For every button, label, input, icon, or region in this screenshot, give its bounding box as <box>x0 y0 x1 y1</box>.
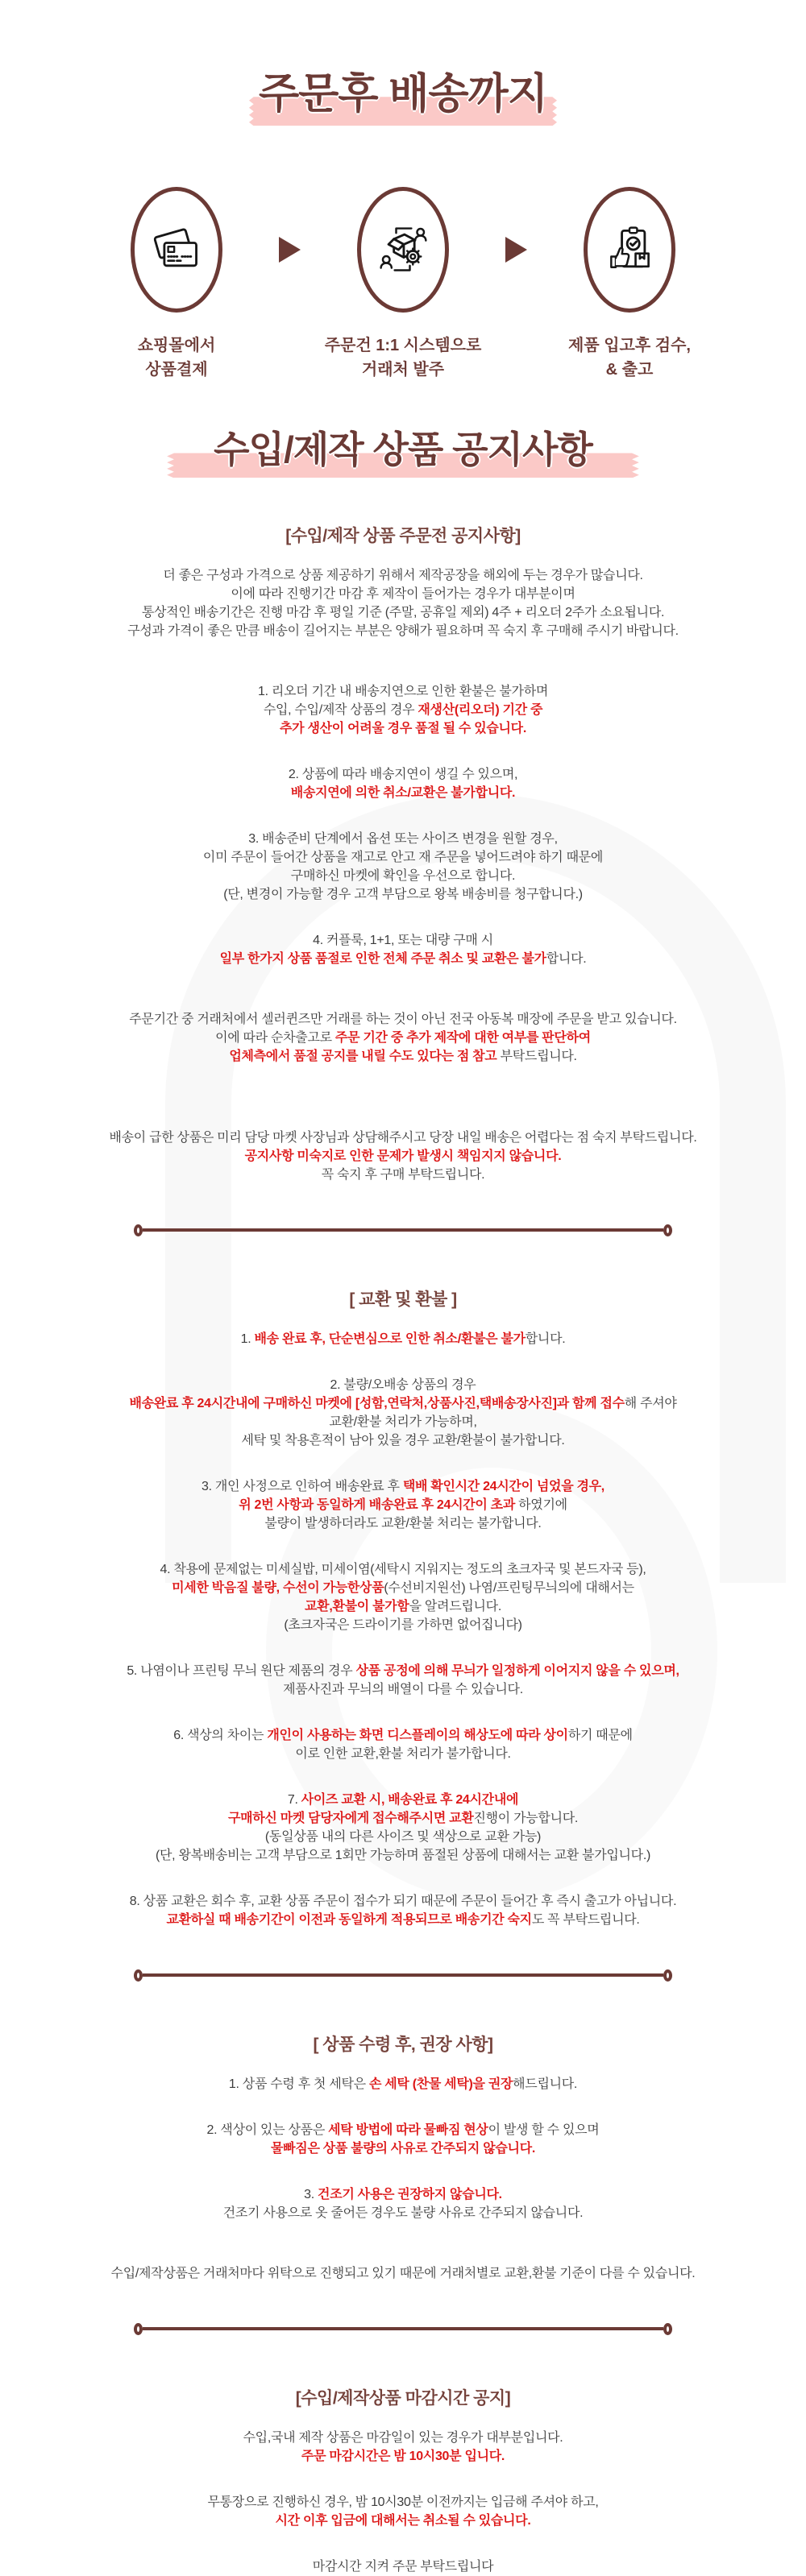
notice-line: 교환,환불이 불가함을 알려드립니다. <box>305 1599 501 1613</box>
notice-line: 세탁 및 착용흔적이 남아 있을 경우 교환/환불이 불가합니다. <box>241 1433 565 1447</box>
exchange-item-5 <box>24 1662 782 1699</box>
deadline-paragraph-3 <box>24 2557 782 2576</box>
step-caption-line2: & 출고 <box>605 360 654 379</box>
divider-ring-icon <box>134 1224 143 1236</box>
notice-line: 주문기간 중 거래처에서 셀러퀸즈만 거래를 하는 것이 아닌 전국 아동복 매장에 주문을 받고 있습니다. <box>129 1012 677 1026</box>
section-heading: [ 교환 및 환불 ] <box>349 1290 457 1309</box>
deadline-paragraph-2 <box>24 2493 782 2530</box>
notice-line: 물빠짐은 상품 불량의 사유로 간주되지 않습니다. <box>271 2141 535 2156</box>
notice-title-wrap <box>0 429 806 471</box>
notice-line: 불량이 발생하더라도 교환/환불 처리는 불가합니다. <box>264 1516 542 1530</box>
notice-line: 위 2번 사항과 동일하게 배송완료 후 24시간이 초과 하였기에 <box>239 1497 567 1512</box>
notice-line: 1. 상품 수령 후 첫 세탁은 손 세탁 (찬물 세탁)을 권장해드립니다. <box>228 2077 578 2091</box>
care-item-1 <box>24 2075 782 2094</box>
notice-line: 교환하실 때 배송기간이 이전과 동일하게 적용되므로 배송기간 숙지도 꼭 부탁드립니다. <box>166 1912 640 1927</box>
divider-line <box>143 1228 663 1232</box>
page-title-notice <box>214 429 592 471</box>
step-caption-line2: 상품결제 <box>145 360 208 379</box>
notice-line: 2. 불량/오배송 상품의 경우 <box>330 1377 476 1392</box>
notice-line: (동일상품 내의 다른 사이즈 및 색상으로 교환 가능) <box>264 1829 542 1844</box>
care-item-2 <box>24 2121 782 2158</box>
order-period-paragraph <box>24 1010 782 1066</box>
notice-line: (단, 왕복배송비는 고객 부담으로 1회만 가능하며 품절된 상품에 대해서는 교환 불가입니다.) <box>155 1848 651 1862</box>
notice-item-2 <box>24 765 782 802</box>
notice-line: 더 좋은 구성과 가격으로 상품 제공하기 위해서 제작공장을 해외에 두는 경우가 많습니다. <box>163 568 643 582</box>
arrow-right-icon <box>279 237 301 263</box>
page-title-shipping-process <box>259 71 547 119</box>
section-heading: [수입/제작상품 마감시간 공지] <box>295 2388 511 2408</box>
notice-line: 미세한 박음질 불량, 수선이 가능한상품(수선비지원선) 나염/프린팅무늬의에 대해서는 <box>172 1580 634 1595</box>
notice-line: (초크자국은 드라이기를 가하면 없어집니다) <box>284 1617 522 1632</box>
section-blocks <box>24 2429 782 2576</box>
notice-line: 배송이 급한 상품은 미리 담당 마켓 사장님과 상담해주시고 당장 내일 배송은 어렵다는 점 숙지 부탁드립니다. <box>109 1130 697 1145</box>
notice-line: 4. 착용에 문제없는 미세실밥, 미세이염(세탁시 지워지는 정도의 초크자국 및 본드자국 등), <box>160 1562 646 1576</box>
section-divider <box>134 1969 672 1982</box>
notice-line: 5. 나염이나 프린팅 무늬 원단 제품의 경우 상품 공정에 의해 무늬가 일정하게 이어지지 않을 수 있으며, <box>127 1663 679 1678</box>
divider-ring-icon <box>663 1969 672 1982</box>
page-title-text: 수입/제작 상품 공지사항 <box>214 428 592 470</box>
notice-line: 배송지연에 의한 취소/교환은 불가합니다. <box>290 785 516 800</box>
section-care-recommendation <box>24 2031 782 2283</box>
step-caption <box>76 333 277 382</box>
section-divider <box>134 2323 672 2335</box>
order-process-row <box>0 187 806 382</box>
notice-line: 3. 개인 사정으로 인하여 배송완료 후 택배 확인시간 24시간이 넘었을 경우, <box>202 1479 604 1493</box>
notice-line: 3. 배송준비 단계에서 옵션 또는 사이즈 변경을 원할 경우, <box>248 831 558 846</box>
divider-ring-icon <box>134 2323 143 2335</box>
notice-line: 8. 상품 교환은 회수 후, 교환 상품 주문이 접수가 되기 때문에 주문이 들어간 후 즉시 출고가 아닙니다. <box>129 1894 677 1908</box>
page-title-text: 주문후 배송까지 <box>258 71 548 118</box>
notice-line: 제품사진과 무늬의 배열이 다를 수 있습니다. <box>283 1682 523 1696</box>
notice-line: 업체측에서 품절 공지를 내릴 수도 있다는 점 참고 부탁드립니다. <box>229 1049 577 1063</box>
divider-ring-icon <box>134 1969 143 1982</box>
notice-line: 공지사항 미숙지로 인한 문제가 발생시 책임지지 않습니다. <box>244 1149 562 1163</box>
exchange-item-2 <box>24 1376 782 1450</box>
step-circle <box>131 187 222 313</box>
process-step-payment <box>76 187 277 382</box>
notice-line: 교환/환불 처리가 가능하며, <box>329 1414 477 1429</box>
notice-line: 구성과 가격이 좋은 만큼 배송이 길어지는 부분은 양해가 필요하며 꼭 숙지 후 구매해 주시기 바랍니다. <box>127 623 679 638</box>
divider-ring-icon <box>663 1224 672 1236</box>
care-item-3 <box>24 2185 782 2222</box>
notice-line: 꼭 숙지 후 구매 부탁드립니다. <box>321 1167 485 1182</box>
intro-paragraph <box>24 566 782 640</box>
section-blocks <box>24 1330 782 1929</box>
process-step-inspection <box>529 187 730 382</box>
exchange-item-1 <box>24 1330 782 1348</box>
exchange-item-4 <box>24 1560 782 1634</box>
notice-line: 2. 상품에 따라 배송지연이 생길 수 있으며, <box>288 767 518 781</box>
inspection-icon <box>602 222 657 277</box>
notice-item-3 <box>24 830 782 904</box>
step-caption-line1: 쇼핑몰에서 <box>137 336 216 354</box>
step-circle <box>357 187 449 313</box>
notice-line: 일부 한가지 상품 품절로 인한 전체 주문 취소 및 교환은 불가합니다. <box>219 951 587 966</box>
section-blocks <box>24 2075 782 2283</box>
notice-line: 1. 배송 완료 후, 단순변심으로 인한 취소/환불은 불가합니다. <box>240 1331 566 1346</box>
consignment-paragraph <box>24 2264 782 2283</box>
section-heading: [수입/제작 상품 주문전 공지사항] <box>285 526 521 545</box>
exchange-item-7 <box>24 1791 782 1865</box>
section-pre-order-notice <box>24 523 782 1184</box>
notice-item-4 <box>24 931 782 968</box>
section-heading: [ 상품 수령 후, 권장 사항] <box>313 2035 493 2054</box>
urgent-shipping-paragraph <box>24 1129 782 1184</box>
exchange-item-6 <box>24 1726 782 1763</box>
notice-line: 수입,국내 제작 상품은 마감일이 있는 경우가 대부분입니다. <box>243 2430 563 2445</box>
notice-line: 1. 리오더 기간 내 배송지연으로 인한 환불은 불가하며 <box>257 684 549 698</box>
notice-line: 구매하신 마켓에 확인을 우선으로 합니다. <box>290 868 516 883</box>
credit-card-icon <box>149 222 204 277</box>
divider-line <box>143 2327 663 2330</box>
divider-ring-icon <box>663 2323 672 2335</box>
exchange-item-3 <box>24 1477 782 1533</box>
header <box>0 0 806 119</box>
section-exchange-refund <box>24 1286 782 1929</box>
notice-line: 구매하신 마켓 담당자에게 접수해주시면 교환진행이 가능합니다. <box>227 1811 579 1825</box>
notice-line: 6. 색상의 차이는 개인이 사용하는 화면 디스플레이의 해상도에 따라 상이하기 때문에 <box>173 1728 633 1742</box>
notice-line: 2. 색상이 있는 상품은 세탁 방법에 따라 물빠짐 현상이 발생 할 수 있으며 <box>206 2123 600 2137</box>
notice-line: 배송완료 후 24시간내에 구매하신 마켓에 [성함,연락처,상품사진,택배송장사진]과 함께 접수해 주셔야 <box>129 1396 677 1410</box>
notice-line: 이미 주문이 들어간 상품을 재고로 안고 재 주문을 넣어드려야 하기 때문에 <box>202 850 604 864</box>
notice-line: 시간 이후 입금에 대해서는 취소될 수 있습니다. <box>275 2513 531 2528</box>
section-divider <box>134 1224 672 1236</box>
notice-line: 4. 커플룩, 1+1, 또는 대량 구매 시 <box>313 933 493 947</box>
order-system-icon <box>376 222 430 277</box>
step-caption-line1: 주문건 1:1 시스템으로 <box>324 336 482 354</box>
notice-line: 무통장으로 진행하신 경우, 밤 10시30분 이전까지는 입금해 주셔야 하고, <box>207 2495 599 2509</box>
section-deadline-notice <box>24 2385 782 2576</box>
notice-body <box>24 523 782 2576</box>
step-circle <box>584 187 675 313</box>
notice-line: 통상적인 배송기간은 진행 마감 후 평일 기준 (주말, 공휴일 제외) 4주 + 리오더 2주가 소요됩니다. <box>141 605 665 619</box>
arrow-right-icon <box>505 237 527 263</box>
notice-item-1 <box>24 682 782 738</box>
notice-line: 건조기 사용으로 옷 줄어든 경우도 불량 사유로 간주되지 않습니다. <box>222 2205 584 2220</box>
notice-line: (단, 변경이 가능할 경우 고객 부담으로 왕복 배송비를 청구합니다.) <box>223 887 583 901</box>
divider-line <box>143 1973 663 1977</box>
notice-line: 이에 따라 순차출고로 주문 기간 중 추가 제작에 대한 여부를 판단하여 <box>215 1030 591 1045</box>
process-step-order-system <box>302 187 504 382</box>
notice-line: 추가 생산이 어려울 경우 품절 될 수 있습니다. <box>280 721 526 735</box>
notice-line: 이로 인한 교환,환불 처리가 불가합니다. <box>295 1746 511 1761</box>
exchange-item-8 <box>24 1892 782 1929</box>
notice-line: 수입/제작상품은 거래처마다 위탁으로 진행되고 있기 때문에 거래처별로 교환,환불 기준이 다를 수 있습니다. <box>110 2266 696 2280</box>
notice-line: 주문 마감시간은 밤 10시30분 입니다. <box>301 2449 505 2463</box>
section-blocks <box>24 566 782 1184</box>
notice-line: 7. 사이즈 교환 시, 배송완료 후 24시간내에 <box>287 1792 519 1807</box>
step-caption-line2: 거래처 발주 <box>361 360 445 379</box>
step-caption <box>529 333 730 382</box>
step-caption <box>302 333 504 382</box>
notice-line: 수입, 수입/제작 상품의 경우 재생산(리오더) 기간 중 <box>263 702 543 717</box>
notice-line: 마감시간 지켜 주문 부탁드립니다 <box>312 2559 494 2574</box>
notice-line: 이에 따라 진행기간 마감 후 제작이 들어가는 경우가 대부분이며 <box>231 586 575 601</box>
deadline-paragraph-1 <box>24 2429 782 2466</box>
notice-line: 3. 건조기 사용은 권장하지 않습니다. <box>304 2187 502 2201</box>
step-caption-line1: 제품 입고후 검수, <box>568 336 691 354</box>
